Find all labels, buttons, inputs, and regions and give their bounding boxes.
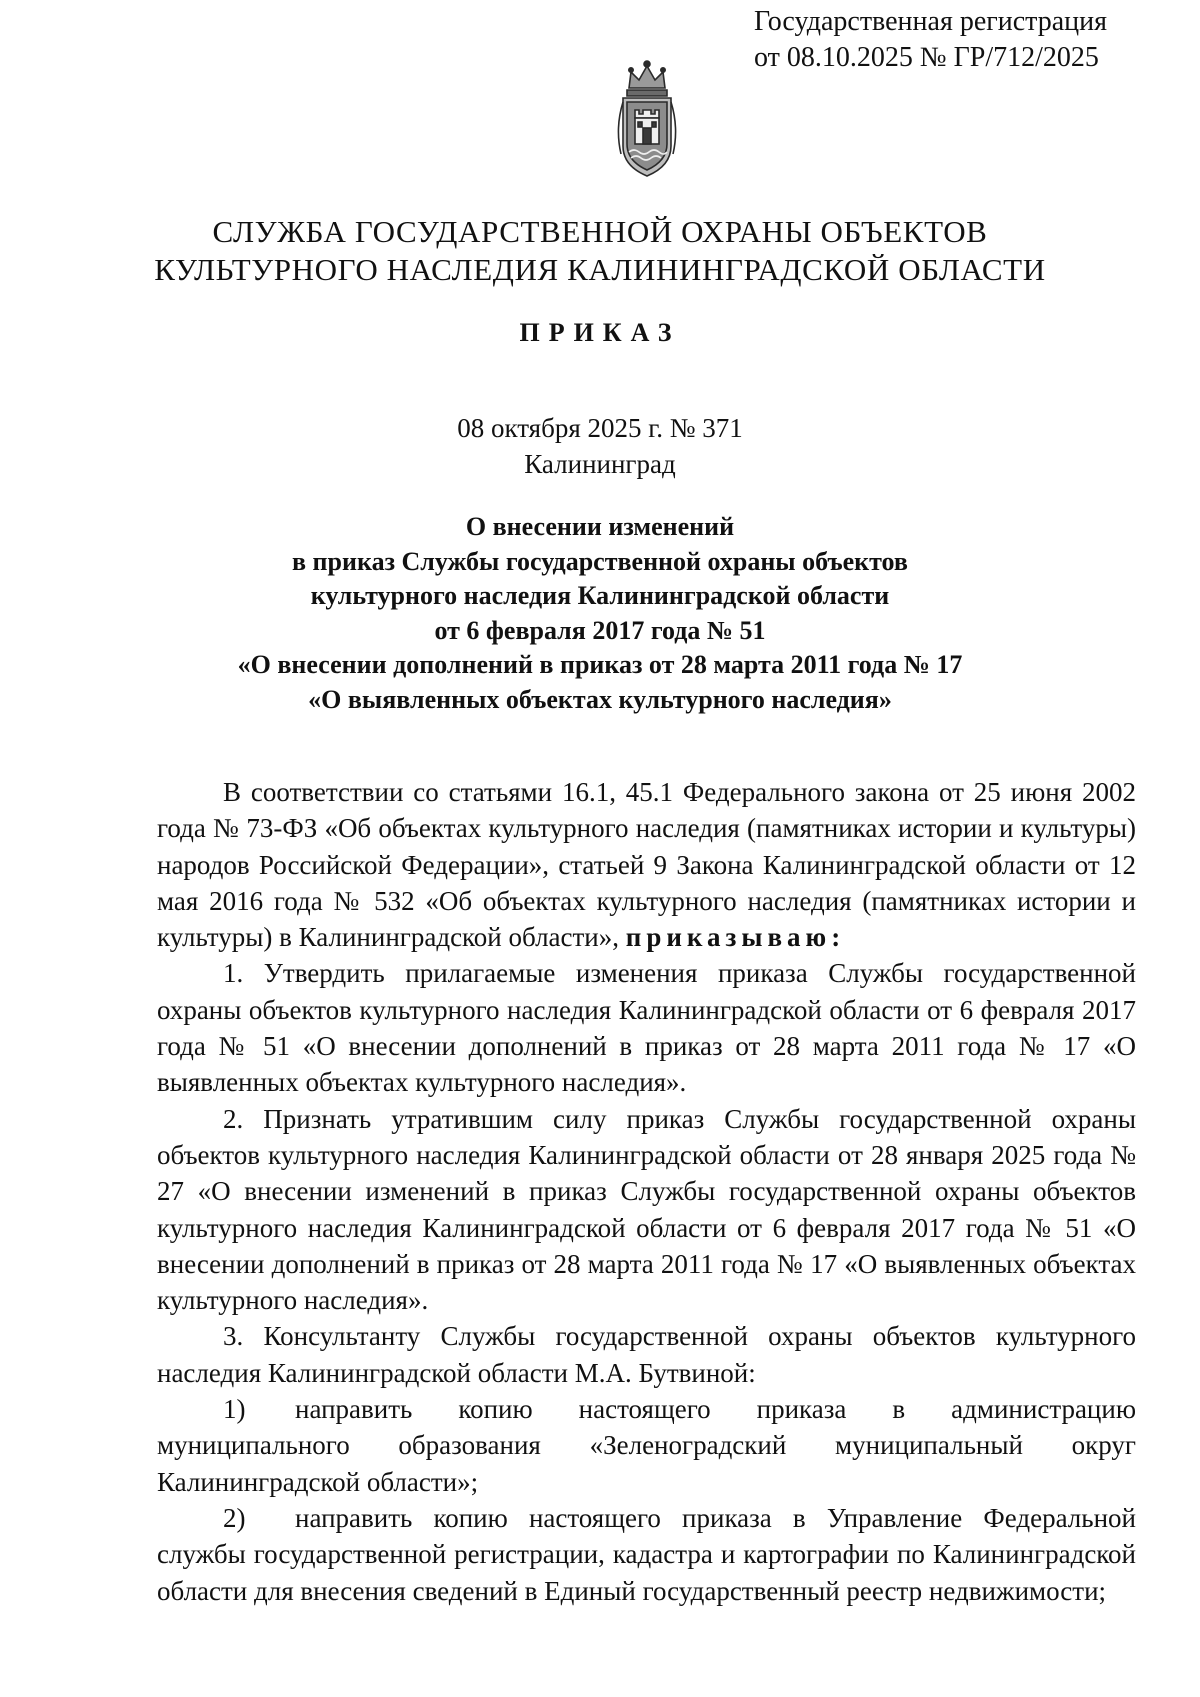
subject-line-4: от 6 февраля 2017 года № 51 [434, 615, 766, 645]
registration-line-1: Государственная регистрация [754, 6, 1107, 37]
item-3: 3. Консультанту Службы государственной охраны объектов культурного наследия Калининградской области М.А. Бутвиной: [157, 1321, 1136, 1388]
preamble-text: В соответствии со статьями 16.1, 45.1 Федерального закона от 25 июня 2002 года № 73-ФЗ «Об объектах культурного наследия (памятниках истории и культуры) народов Российской Федерации», статьей 9 Закона Калининградской области от 12 мая 2016 года № 532 «Об объектах культурного наследия (памятниках истории и культуры) в Калининградской области», [157, 777, 1136, 953]
registration-line-2: от 08.10.2025 № ГР/712/2025 [754, 42, 1099, 73]
subject-line-2: в приказ Службы государственной охраны объектов [292, 546, 908, 576]
order-date-number: 08 октября 2025 г. № 371 [457, 413, 743, 443]
preamble-paragraph [157, 774, 1136, 955]
subject-line-5: «О внесении дополнений в приказ от 28 марта 2011 года № 17 [237, 650, 963, 679]
subject-line-6: «О выявленных объектах культурного наследия» [308, 684, 892, 714]
order-city: Калининград [524, 449, 676, 479]
agency-name [0, 213, 1200, 289]
item-1: 1. Утвердить прилагаемые изменения приказа Службы государственной охраны объектов культурного наследия Калининградской области от 6 февраля 2017 года № 51 «О внесении дополнений в приказ от 28 марта 2011 года № 17 «О выявленных объектах культурного наследия». [157, 958, 1136, 1098]
subject-line-3: культурного наследия Калининградской области [310, 581, 890, 610]
subitem-1 [157, 1391, 1136, 1500]
order-colon: : [831, 922, 846, 953]
document-type-heading: ПРИКАЗ [519, 318, 681, 347]
registration-stamp [754, 4, 1174, 76]
subject-line-1: О внесении изменений [465, 512, 735, 541]
agency-name-line-2: КУЛЬТУРНОГО НАСЛЕДИЯ КАЛИНИНГРАДСКОЙ ОБЛАСТИ [154, 252, 1046, 287]
subitem-2-number: 2) [223, 1502, 246, 1533]
coat-of-arms-icon [609, 58, 685, 182]
order-subject [0, 510, 1200, 717]
item-2: 2. Признать утратившим силу приказ Службы государственной охраны объектов культурного наследия Калининградской области от 28 января 2025 года № 27 «О внесении изменений в приказ Службы государственной охраны объектов культурного наследия Калининградской области от 6 февраля 2017 года № 51 «О внесении дополнений в приказ от 28 марта 2011 года № 17 «О выявленных объектах культурного наследия». [157, 1103, 1136, 1316]
order-word: приказываю [625, 922, 832, 953]
date-block [0, 410, 1200, 482]
subitem-1-number: 1) [223, 1394, 246, 1425]
subitem-2-text: направить копию настоящего приказа в Управление Федеральной службы государственной регистрации, кадастра и картографии по Калининградской области для внесения сведений в Единый государственный реестр недвижимости; [157, 1502, 1136, 1606]
agency-name-line-1: СЛУЖБА ГОСУДАРСТВЕННОЙ ОХРАНЫ ОБЪЕКТОВ [212, 214, 988, 249]
subitem-1-text: направить копию настоящего приказа в администрацию муниципального образования «Зеленоградский муниципальный округ Калининградской области»; [157, 1394, 1136, 1497]
order-body [157, 774, 1136, 1609]
subitem-2 [157, 1500, 1136, 1609]
